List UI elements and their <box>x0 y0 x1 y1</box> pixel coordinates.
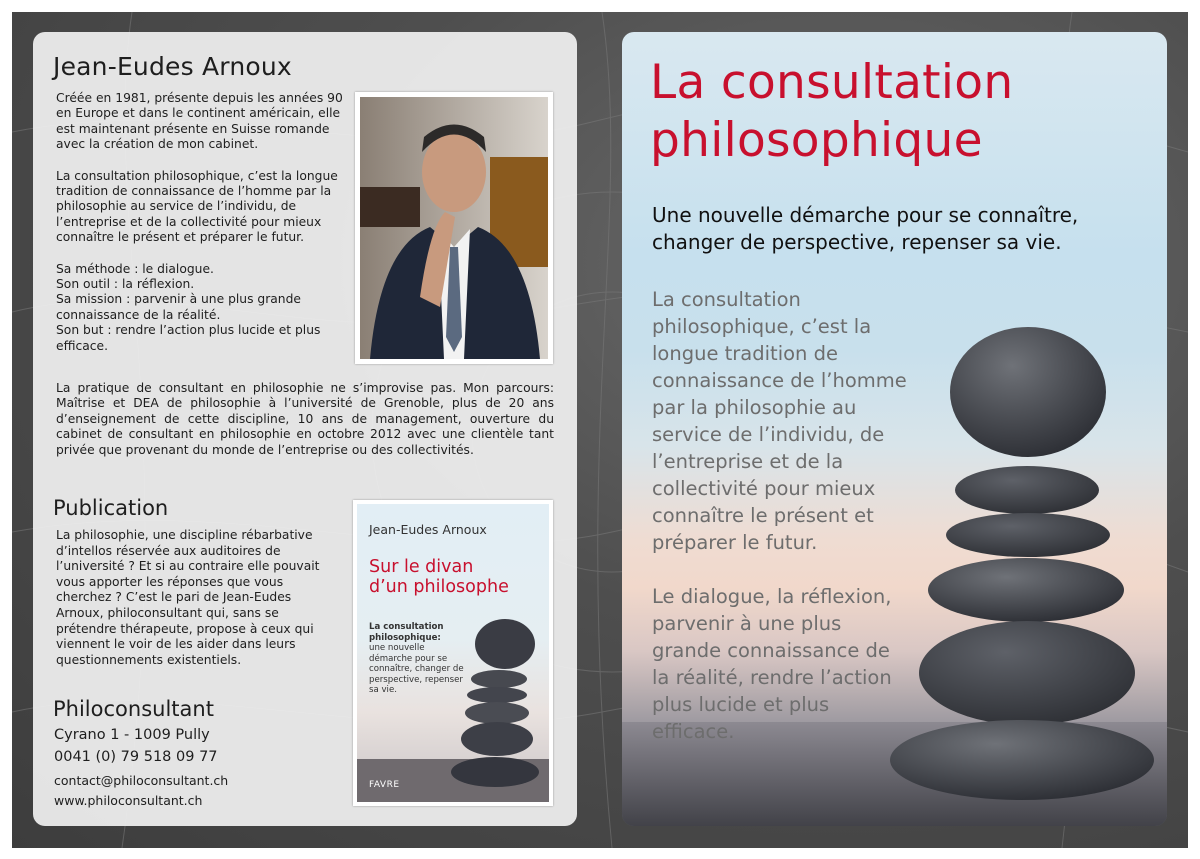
bio-intro: Créée en 1981, présente depuis les années 90 en Europe et dans le continent américain, elle est maintenant présente en Suisse romande avec la création de mon cabinet. <box>56 91 343 152</box>
bio-section <box>56 91 346 354</box>
author-photo <box>355 92 553 364</box>
book-cover <box>353 500 553 806</box>
author-portrait-image <box>360 97 548 359</box>
left-panel <box>33 32 577 826</box>
book-subtitle: une nouvelle démarche pour se connaître, changer de perspective, repenser sa vie. <box>369 643 464 696</box>
right-paragraph-dialogue: Le dialogue, la réflexion, parvenir à une plus grande connaissance de la réalité, rendre l’action plus lucide et plus efficace. <box>652 585 892 743</box>
tagline: Une nouvelle démarche pour se connaître, changer de perspective, repenser sa vie. <box>652 203 1079 254</box>
book-cover-art <box>357 504 549 802</box>
bio-tradition: La consultation philosophique, c’est la longue tradition de connaissance de l’homme par la philosophie au service de l’individu, de l’entreprise et de la collectivité pour mieux connaître le présent et préparer le futur. <box>56 168 338 245</box>
contact-heading: Philoconsultant <box>53 697 214 721</box>
right-paragraph-tradition: La consultation philosophique, c’est la longue tradition de connaissance de l’homme par la philosophie au service de l’individu, de l’entreprise et de la collectivité pour mieux connaître le présent et préparer le futur. <box>652 288 907 554</box>
right-body-text <box>652 286 932 772</box>
address: Cyrano 1 - 1009 Pully <box>54 727 210 743</box>
website-link[interactable]: www.philoconsultant.ch <box>54 793 203 808</box>
email-link[interactable]: contact@philoconsultant.ch <box>54 773 229 788</box>
bio-method: Sa méthode : le dialogue. Son outil : la réflexion. Sa mission : parvenir à une plus grande connaissance de la réalité. Son but : rendre l’action plus lucide et plus efficace. <box>56 261 321 353</box>
main-title: La consultation philosophique <box>650 55 1014 168</box>
author-name: Jean-Eudes Arnoux <box>53 52 292 81</box>
publication-heading: Publication <box>53 496 169 520</box>
book-author: Jean-Eudes Arnoux <box>369 522 487 537</box>
book-publisher: FAVRE <box>369 780 400 790</box>
book-title: Sur le divan d’un philosophe <box>369 557 509 597</box>
publication-text: La philosophie, une discipline rébarbative d’intellos réservée aux auditoires de l’université ? Et si au contraire elle pouvait vous apporter les réponses que vous cherchez ? C’est le pari de Jean-Eudes Arnoux, philoconsultant qui, sans se prétendre thérapeute, propose à ceux qui viennent le voir de les aider dans leurs questionnements existentiels. <box>56 528 320 667</box>
book-subtitle-bold: La consultation philosophique: <box>369 622 444 643</box>
phone-number[interactable]: 0041 (0) 79 518 09 77 <box>54 749 218 765</box>
parcours-paragraph: La pratique de consultant en philosophie ne s’improvise pas. Mon parcours: Maîtrise et DEA de philosophie à l’université de Grenoble, plus de 20 ans d’enseignement de cette discipline, 10 ans de management, ouverture du cabinet de consultant en philosophie en octobre 2012 avec une clientèle tant privée que provenant du monde de l’entreprise ou des collectivités. <box>56 381 554 457</box>
right-panel <box>622 32 1167 826</box>
